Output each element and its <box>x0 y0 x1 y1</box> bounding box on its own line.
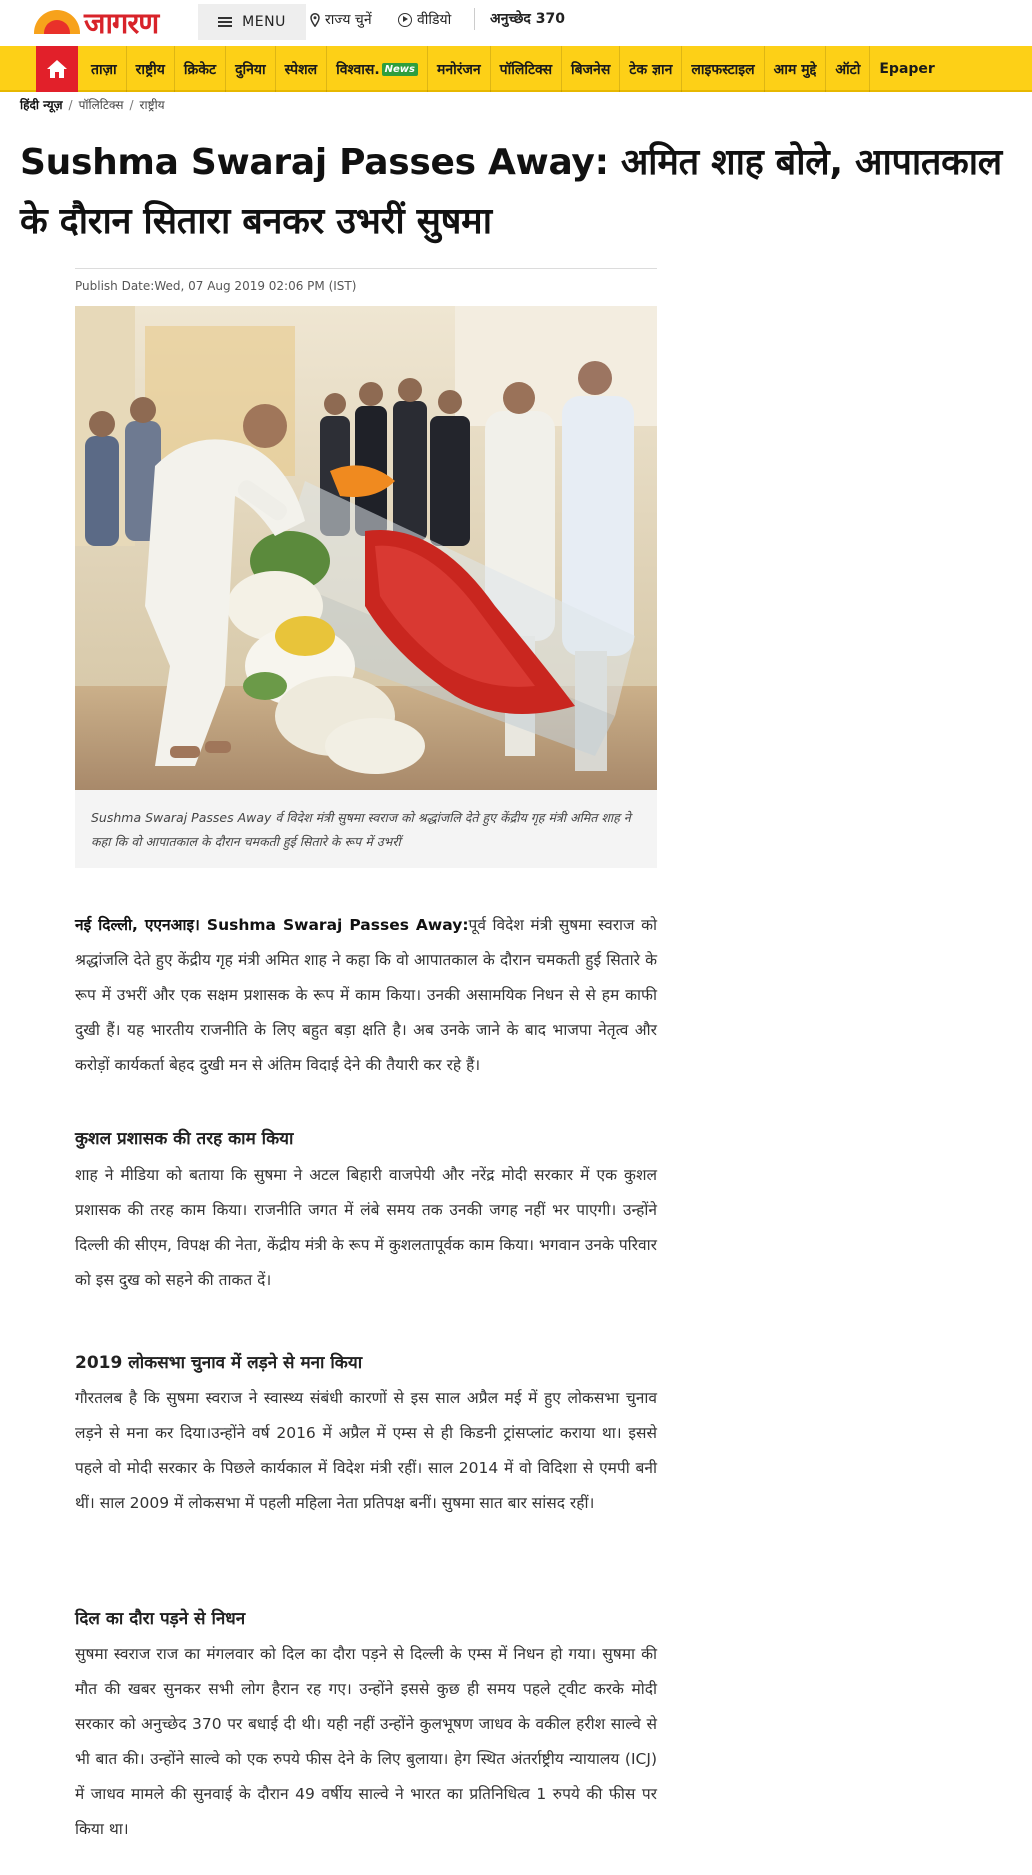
breadcrumb-separator: / <box>68 97 73 112</box>
article-photo[interactable] <box>75 306 657 790</box>
hamburger-icon <box>218 17 232 27</box>
nav-item-13[interactable] <box>870 46 943 92</box>
article-paragraph-2: शाह ने मीडिया को बताया कि सुषमा ने अटल बिहारी वाजपेयी और नरेंद्र मोदी सरकार में एक कुशल प्रशासक की तरह काम किया। राजनीति जगत में लंबे समय तक उनकी जगह नहीं भर पाएगी। उन्होंने दिल्ली की सीएम, विपक्ष की नेता, केंद्रीय मंत्री के रूप में कुशलतापूर्वक काम किया। भगवान उनके परिवार को इस दुख को सहने की ताकत दें। <box>75 1166 657 1289</box>
breadcrumb-item-politics[interactable]: पॉलिटिक्स <box>78 98 124 112</box>
nav-item-5[interactable] <box>327 46 428 92</box>
state-select-link[interactable] <box>310 10 372 29</box>
nav-item-7[interactable] <box>491 46 562 92</box>
nav-item-1[interactable] <box>127 46 175 92</box>
nav-item-3[interactable] <box>226 46 276 92</box>
nav-item-label: ऑटो <box>835 61 861 78</box>
nav-item-label: राष्ट्रीय <box>135 61 165 78</box>
nav-item-6[interactable] <box>428 46 491 92</box>
main-nav <box>0 46 1032 92</box>
play-circle-icon <box>398 13 412 27</box>
photo-caption-box <box>75 790 657 868</box>
news-badge: News <box>382 63 418 76</box>
nav-item-2[interactable] <box>175 46 226 92</box>
nav-item-12[interactable] <box>826 46 870 92</box>
article-lead: नई दिल्ली, एएनआइ। Sushma Swaraj Passes Away: <box>75 916 469 934</box>
nav-item-0[interactable] <box>82 46 127 92</box>
header-divider <box>474 8 475 30</box>
nav-items <box>82 46 944 92</box>
nav-item-label: ताज़ा <box>91 61 117 78</box>
nav-item-label: बिजनेस <box>571 61 611 78</box>
menu-label: MENU <box>242 14 286 30</box>
nav-item-label: मनोरंजन <box>437 61 481 78</box>
nav-item-label: विश्वास. <box>336 61 380 78</box>
site-logo[interactable] <box>34 5 158 39</box>
nav-item-11[interactable] <box>765 46 827 92</box>
paragraph-1-text: पूर्व विदेश मंत्री सुषमा स्वराज को श्रद्धांजलि देते हुए केंद्रीय गृह मंत्री अमित शाह ने कहा कि वो आपातकाल के दौरान चमकती हुई सितारे के रूप में उभरीं और एक सक्षम प्रशासक के रूप में काम किया। उनकी असामयिक निधन से से हम काफी दुखी हैं। यह भारतीय राजनीति के लिए बहुत बड़ा क्षति है। अब उनके जाने के बाद भाजपा नेतृत्व और करोड़ों कार्यकर्ता बेहद दुखी मन से अंतिम विदाई देने की तैयारी कर रहे हैं। <box>75 916 657 1074</box>
article-paragraph-3: गौरतलब है कि सुषमा स्वराज ने स्वास्थ्य संबंधी कारणों से इस साल अप्रैल मई में हुए लोकसभा चुनाव लड़ने से मना कर दिया।उन्होंने वर्ष 2016 में अप्रैल में एम्स से ही किडनी ट्रांसप्लांट कराया था। इससे पहले वो मोदी सरकार के पिछले कार्यकाल में विदेश मंत्री रहीं। साल 2014 में वो विदिशा से एमपी बनी थीं। साल 2009 में लोकसभा में पहली महिला नेता प्रतिपक्ष बनीं। सुषमा सात बार सांसद रहीं। <box>75 1389 657 1512</box>
subheading-heart-attack: दिल का दौरा पड़ने से निधन <box>75 1609 246 1629</box>
publish-date: Publish Date:Wed, 07 Aug 2019 02:06 PM (IST) <box>75 279 357 293</box>
video-link[interactable] <box>398 10 451 29</box>
menu-button[interactable] <box>198 4 306 40</box>
article-title: Sushma Swaraj Passes Away: अमित शाह बोले, आपातकाल के दौरान सितारा बनकर उभरीं सुषमा <box>20 142 1002 242</box>
breadcrumb-item-national[interactable]: राष्ट्रीय <box>139 98 165 112</box>
nav-item-label: स्पेशल <box>284 61 318 78</box>
logo-text: जागरण <box>84 5 159 40</box>
title-divider <box>75 268 657 269</box>
breadcrumb <box>20 96 165 113</box>
article-paragraph-4: सुषमा स्वराज राज का मंगलवार को दिल का दौरा पड़ने से दिल्ली के एम्स में निधन हो गया। सुषमा की मौत की खबर सुनकर सभी लोग हैरान रह गए। उन्होंने इससे कुछ ही समय पहले ट्वीट करके मोदी सरकार को अनुच्छेद 370 पर बधाई दी थी। यही नहीं उन्होंने कुलभूषण जाधव के वकील हरीश साल्वे से भी बात की। उन्होंने साल्वे को एक रुपये फीस देने के लिए बुलाया। हेग स्थित अंतर्राष्ट्रीय न्यायालय (ICJ) में जाधव मामले की सुनवाई के दौरान 49 वर्षीय साल्वे ने भारत का प्रतिनिधित्व 1 रुपये की फीस पर किया था। <box>75 1645 657 1838</box>
nav-item-8[interactable] <box>562 46 620 92</box>
photo-caption: Sushma Swaraj Passes Away र्व विदेश मंत्री सुषमा स्वराज को श्रद्धांजलि देते हुए केंद्रीय गृह मंत्री अमित शाह ने कहा कि वो आपातकाल के दौरान चमकती हुई सितारे के रूप में उभरीं <box>91 810 631 849</box>
article-paragraph-1 <box>75 908 657 1083</box>
video-link-label: वीडियो <box>417 12 452 28</box>
location-pin-icon <box>310 13 320 27</box>
nav-item-9[interactable] <box>620 46 682 92</box>
nav-item-label: लाइफस्टाइल <box>691 61 755 78</box>
sun-logo-icon <box>34 10 80 34</box>
nav-home-button[interactable] <box>36 46 78 92</box>
top-header <box>0 0 1032 46</box>
nav-item-label: दुनिया <box>235 61 266 78</box>
subheading-efficient-admin: कुशल प्रशासक की तरह काम किया <box>75 1129 294 1149</box>
nav-item-10[interactable] <box>682 46 764 92</box>
subheading-election-2019: 2019 लोकसभा चुनाव में लड़ने से मना किया <box>75 1353 363 1373</box>
breadcrumb-separator: / <box>129 97 134 112</box>
trending-link[interactable]: अनुच्छेद 370 <box>490 11 565 27</box>
nav-item-label: पॉलिटिक्स <box>499 61 553 78</box>
nav-item-label: आम मुद्दे <box>773 61 817 78</box>
nav-item-label: क्रिकेट <box>183 61 217 78</box>
state-link-label: राज्य चुनें <box>325 12 372 28</box>
breadcrumb-item-home[interactable]: हिंदी न्यूज़ <box>20 98 63 112</box>
nav-item-label: टेक ज्ञान <box>629 61 673 78</box>
nav-item-label: Epaper <box>879 61 935 77</box>
nav-item-4[interactable] <box>276 46 327 92</box>
home-icon <box>46 59 68 79</box>
